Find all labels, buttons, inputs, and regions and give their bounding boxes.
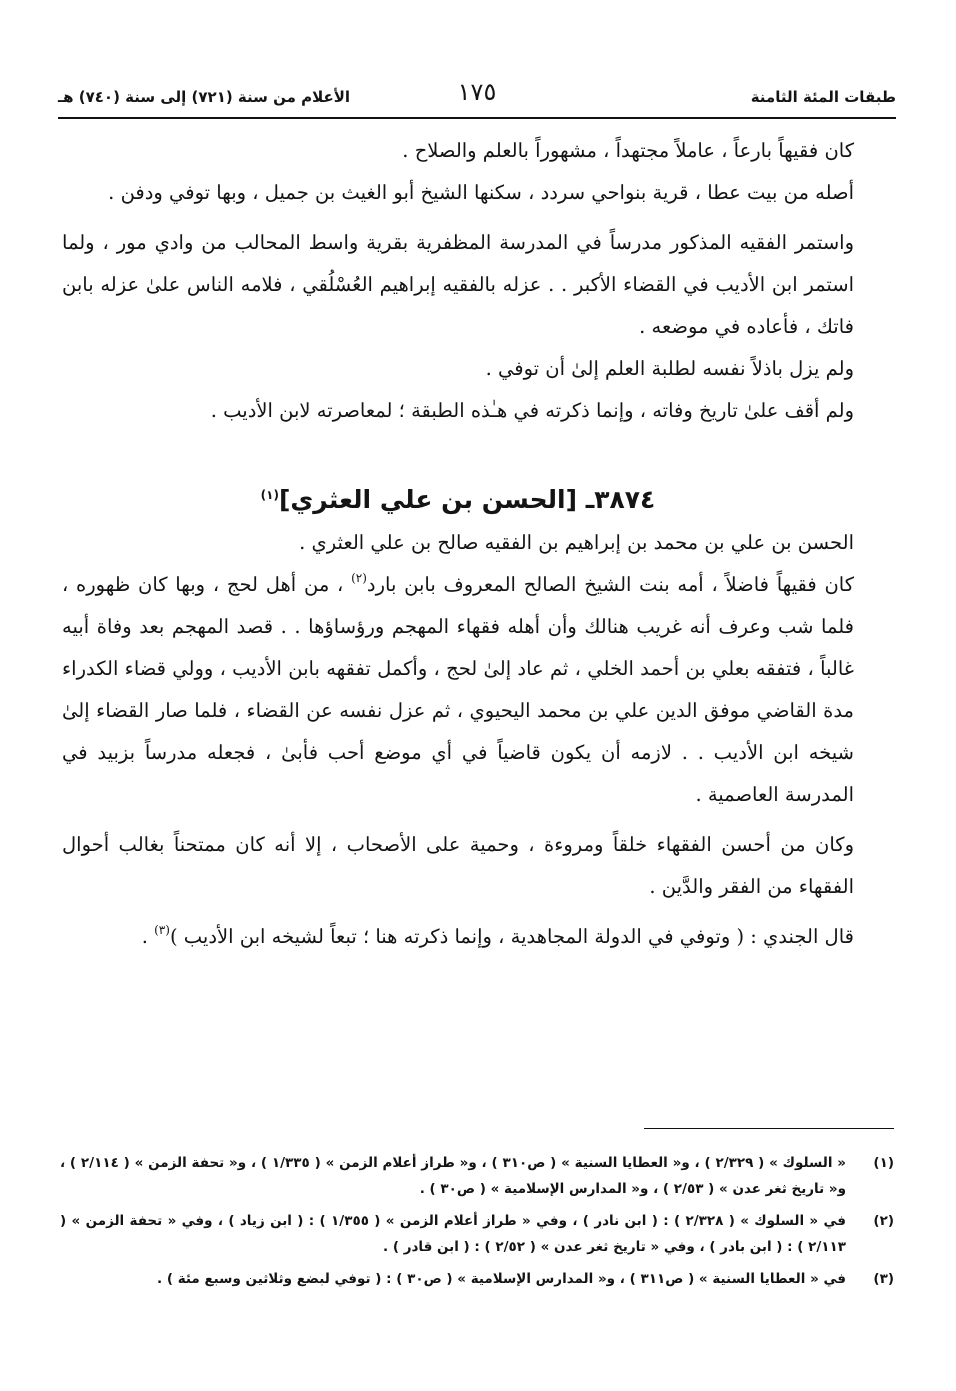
intro-paragraph-1: كان فقيهاً بارعاً ، عاملاً مجتهداً ، مشهوراً بالعلم والصلاح . [402,139,854,162]
header-section-title: طبقات المئة الثامنة [750,88,896,106]
entry-paragraph-3 [62,916,854,958]
footnote-number: (٢) [873,1213,894,1229]
footnote-ref-2: (٢) [351,571,367,585]
entry-paragraph-3-start: قال الجندي : ( وتوفي في الدولة المجاهدية ، وإنما ذكرته هنا ؛ تبعاً لشيخه ابن الأديب ) [169,925,854,948]
footnotes [60,1150,894,1298]
footnote-text: في « السلوك » ( ٢/٣٢٨ ) : ( ابن نادر ) ، وفي « طراز أعلام الزمن » ( ١/٣٥٥ ) : ( ابن زياد ) ، وفي « تحفة الزمن » ( ٢/١١٣ ) : ( ابن بادر ) ، وفي « تاريخ ثغر عدن » ( ٢/٥٢ ) : ( ابن قادر ) . [60,1213,847,1255]
footnote-2 [60,1208,894,1260]
page-number: ١٧٥ [457,78,497,106]
entry-paragraph-1-rest: ، من أهل لحج ، وبها كان ظهوره ، فلما شب وعرف أنه غريب هنالك وأن أهله فقهاء المهجم ورؤساؤها . . قصد المهجم بعد وفاة أبيه غالباً ، فتفقه بعلي بن أحمد الخلي ، ثم عاد إلىٰ لحج ، وأكمل تفقهه بابن الأديب ، وولي قضاء الكدراء مدة القاضي موفق الدين علي بن محمد اليحيوي ، ثم عزل نفسه عن القضاء ، فلما صار القضاء إلىٰ شيخه ابن الأديب . . لازمه أن يكون قاضياً في أي موضع أحب فأبىٰ ، فجعله مدرساً بزبيد في المدرسة العاصمية . [62,573,854,806]
entry-paragraph-3-end: . [141,925,155,948]
footnote-text: « السلوك » ( ٢/٣٢٩ ) ، و« العطايا السنية » ( ص٣١٠ ) ، و« طراز أعلام الزمن » ( ١/٣٣٥ ) ، و« تحفة الزمن » ( ٢/١١٤ ) ، و« تاريخ ثغر عدن » ( ٢/٥٣ ) ، و« المدارس الإسلامية » ( ص٣٠ ) . [60,1155,846,1197]
footnote-text: في « العطايا السنية » ( ص٣١١ ) ، و« المدارس الإسلامية » ( ص٣٠ ) : ( توفي لبضع وثلاثين وسبع مئة ) . [157,1271,846,1287]
intro-paragraph-2: أصله من بيت عطا ، قرية بنواحي سردد ، سكنها الشيخ أبو الغيث بن جميل ، وبها توفي ودفن . [108,181,854,204]
entry-title-text: ٣٨٧٤ـ [الحسن بن علي العثري] [278,485,656,514]
footnote-rule [644,1128,894,1129]
entry-paragraph-1-start: كان فقيهاً فاضلاً ، أمه بنت الشيخ الصالح المعروف بابن بارد [366,573,855,596]
entry-title [62,480,854,520]
header-range-title: الأعلام من سنة (٧٢١) إلى سنة (٧٤٠) هـ [58,88,351,106]
entry-lineage: الحسن بن علي بن محمد بن إبراهيم بن الفقيه صالح بن علي العثري . [299,531,854,554]
entry-paragraph-1 [62,564,854,816]
footnote-number: (١) [873,1155,894,1171]
footnote-3 [60,1266,894,1292]
intro-paragraph-4: ولم يزل باذلاً نفسه لطلبة العلم إلىٰ أن توفي . [485,357,854,380]
footnote-number: (٣) [873,1271,894,1287]
header-rule [58,117,896,119]
intro-paragraph-3: واستمر الفقيه المذكور مدرساً في المدرسة المظفرية بقرية واسط المحالب من وادي مور ، ولما استمر ابن الأديب في القضاء الأكبر . . عزله بالفقيه إبراهيم العُسْلُقي ، فلامه الناس علىٰ عزله بابن فاتك ، فأعاده في موضعه . [62,231,854,338]
intro-paragraph-5: ولم أقف علىٰ تاريخ وفاته ، وإنما ذكرته في هـٰذه الطبقة ؛ لمعاصرته لابن الأديب . [210,399,854,422]
running-header [58,78,896,116]
entry-paragraph-2: وكان من أحسن الفقهاء خلقاً ومروءة ، وحمية على الأصحاب ، إلا أنه كان ممتحناً بغالب أحوال الفقهاء من الفقر والدَّين . [62,833,854,898]
footnote-1 [60,1150,894,1202]
footnote-ref-1: (١) [260,488,279,502]
main-text [62,130,854,966]
footnote-ref-3: (٣) [154,923,170,937]
